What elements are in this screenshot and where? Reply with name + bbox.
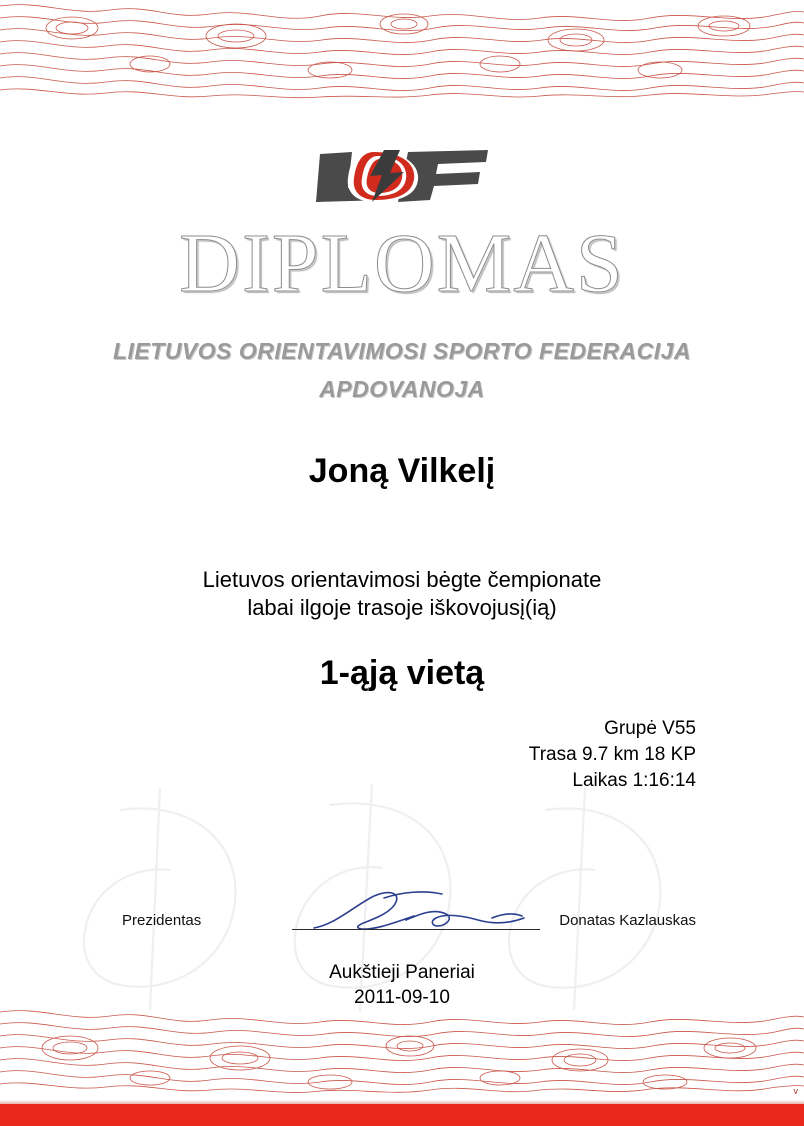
signature-line [292,929,540,930]
place-awarded: 1-ąją vietą [319,654,485,692]
signatory-name: Donatas Kazlauskas [559,912,696,929]
signature-role: Prezidentas [122,912,202,929]
corner-mark: v [793,1086,798,1096]
bottom-accent-bar [0,1104,804,1126]
recipient-name: Joną Vilkelį [308,452,496,490]
detail-group: Grupė V55 [604,718,696,739]
result-details [529,716,696,794]
issue-date: 2011-09-10 [354,987,450,1008]
event-line-1: Lietuvos orientavimosi bėgte čempionate [202,567,602,592]
lof-logo-icon [312,148,492,204]
federation-line-2: APDOVANOJA [319,376,485,402]
event-description [0,566,804,622]
federation-line-1: LIETUVOS ORIENTAVIMOSI SPORTO FEDERACIJA [112,338,692,364]
event-line-2: labai ilgoje trasoje iškovojusį(ią) [247,595,557,620]
contour-decoration-top [0,0,804,100]
issue-location: Aukštieji Paneriai [329,962,475,983]
detail-time: Laikas 1:16:14 [572,770,696,791]
place-and-date [0,960,804,1010]
detail-course: Trasa 9.7 km 18 KP [528,744,696,765]
page-title: DIPLOMAS [179,217,625,310]
